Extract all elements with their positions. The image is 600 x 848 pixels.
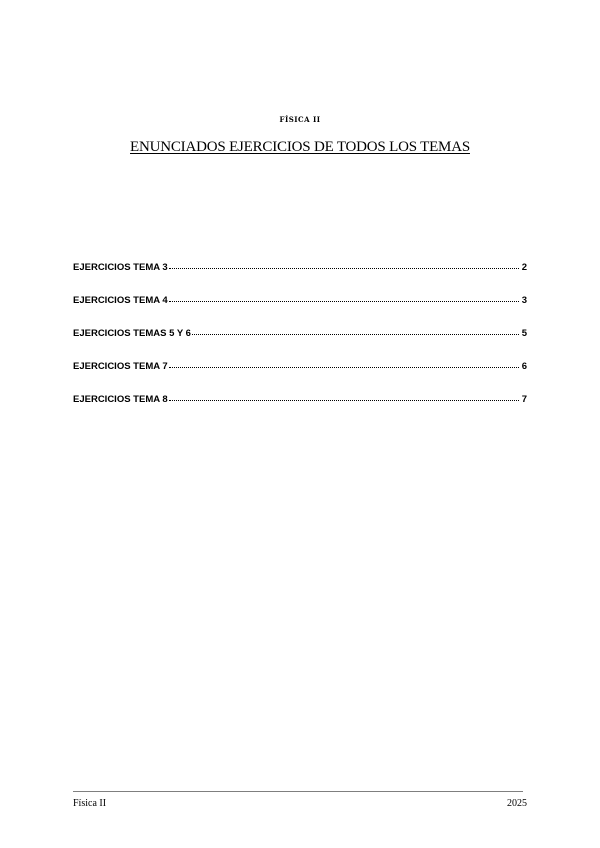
toc-entry-title: EJERCICIOS TEMA 4 xyxy=(73,295,168,306)
toc-dot-leader xyxy=(169,267,519,269)
footer-year: 2025 xyxy=(507,798,527,809)
table-of-contents xyxy=(73,262,527,427)
footer-subject: Física II xyxy=(73,798,107,809)
toc-entry-page-number: 2 xyxy=(521,262,527,273)
toc-entry-title: EJERCICIOS TEMA 3 xyxy=(73,262,168,273)
toc-dot-leader xyxy=(169,399,519,401)
toc-entry-page-number: 5 xyxy=(521,328,527,339)
document-title: ENUNCIADOS EJERCICIOS DE TODOS LOS TEMAS xyxy=(130,139,470,155)
toc-entry-temas-5-6[interactable] xyxy=(73,328,527,361)
toc-entry-title: EJERCICIOS TEMA 8 xyxy=(73,394,168,405)
toc-entry-page-number: 3 xyxy=(521,295,527,306)
toc-entry-title: EJERCICIOS TEMAS 5 Y 6 xyxy=(73,328,191,339)
toc-entry-tema-4[interactable] xyxy=(73,295,527,328)
toc-entry-page-number: 6 xyxy=(521,361,527,372)
footer-divider xyxy=(73,791,523,792)
toc-entry-title: EJERCICIOS TEMA 7 xyxy=(73,361,168,372)
toc-entry-page-number: 7 xyxy=(521,394,527,405)
toc-entry-tema-3[interactable] xyxy=(73,262,527,295)
toc-dot-leader xyxy=(169,300,519,302)
toc-dot-leader xyxy=(169,366,519,368)
toc-entry-tema-8[interactable] xyxy=(73,394,527,427)
toc-entry-tema-7[interactable] xyxy=(73,361,527,394)
document-subject: FÍSICA II xyxy=(279,115,321,124)
toc-dot-leader xyxy=(192,333,519,335)
